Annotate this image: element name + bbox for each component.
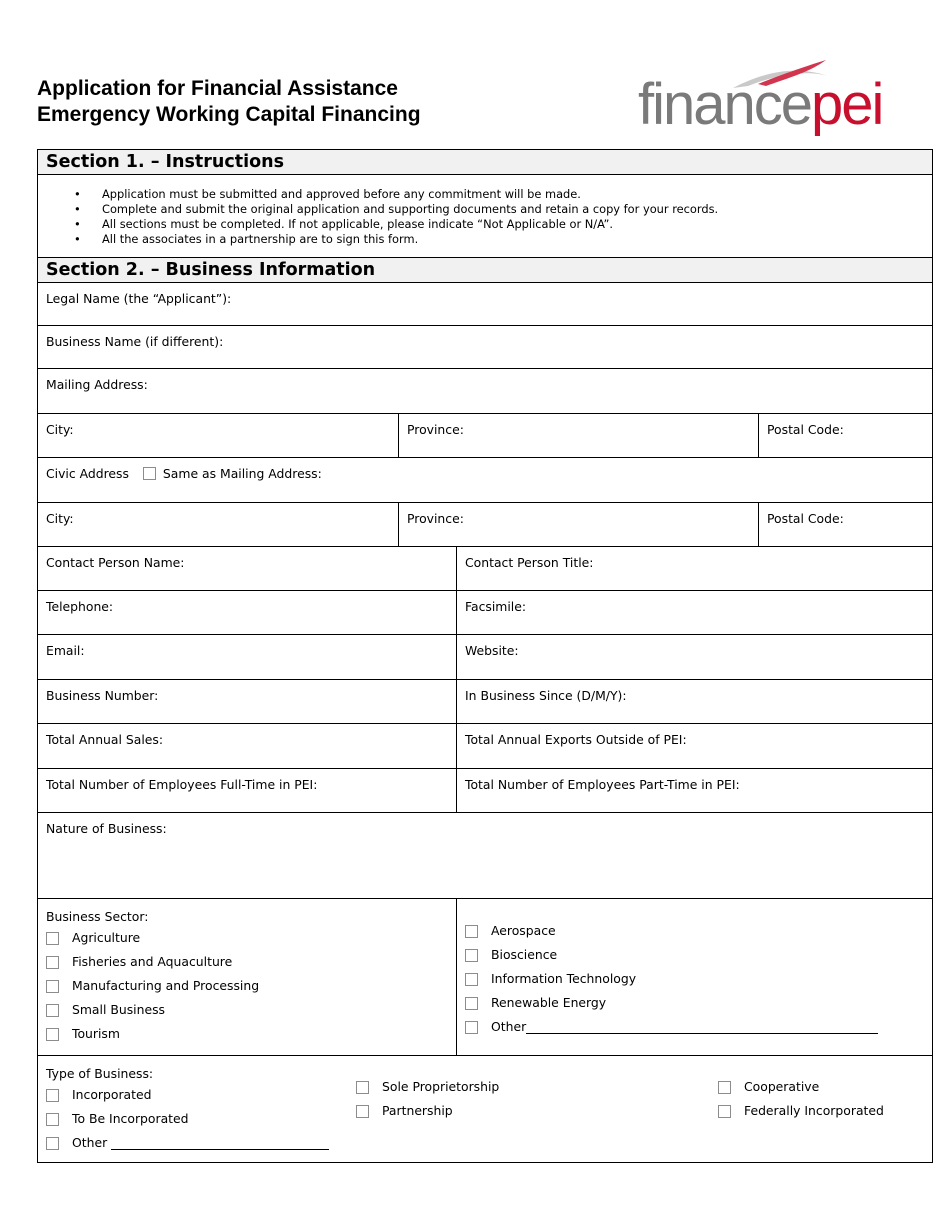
- business-name-field[interactable]: [38, 326, 932, 368]
- checkbox[interactable]: [718, 1105, 731, 1118]
- checkbox[interactable]: [46, 1113, 59, 1126]
- contact-row: [38, 547, 932, 591]
- sector-option[interactable]: [465, 919, 924, 943]
- checkbox[interactable]: [356, 1081, 369, 1094]
- sector-option[interactable]: [465, 967, 924, 991]
- checkbox[interactable]: [465, 973, 478, 986]
- employees-row: [38, 769, 932, 813]
- total-annual-exports-label: Total Annual Exports Outside of PEI:: [465, 732, 687, 747]
- website-label: Website:: [465, 643, 519, 658]
- sector-option[interactable]: [46, 926, 448, 950]
- contact-title-label: Contact Person Title:: [465, 555, 594, 570]
- business-number-row: [38, 680, 932, 724]
- business-sector-label: Business Sector:: [46, 909, 149, 924]
- option-label: Incorporated: [72, 1087, 152, 1102]
- email-field[interactable]: [38, 635, 456, 679]
- instruction-text: All sections must be completed. If not applicable, please indicate “Not Applicable or N/A”.: [102, 217, 614, 231]
- option-label: To Be Incorporated: [72, 1111, 189, 1126]
- checkbox[interactable]: [46, 1004, 59, 1017]
- sector-option[interactable]: [46, 974, 448, 998]
- same-as-mailing-checkbox[interactable]: [143, 467, 156, 480]
- nature-of-business-row: [38, 813, 932, 899]
- checkbox[interactable]: [465, 997, 478, 1010]
- in-business-since-field[interactable]: [456, 680, 932, 723]
- business-name-label: Business Name (if different):: [46, 334, 224, 349]
- email-label: Email:: [46, 643, 85, 658]
- email-row: [38, 635, 932, 680]
- nature-of-business-field[interactable]: [38, 813, 932, 898]
- total-annual-exports-field[interactable]: [456, 724, 932, 768]
- telephone-field[interactable]: [38, 591, 456, 634]
- checkbox[interactable]: [465, 1021, 478, 1034]
- checkbox[interactable]: [465, 949, 478, 962]
- facsimile-label: Facsimile:: [465, 599, 527, 614]
- bullet: •: [74, 232, 81, 246]
- instruction-text: Complete and submit the original application and supporting documents and retain a copy for your records.: [102, 202, 719, 216]
- sector-option[interactable]: [46, 1022, 448, 1046]
- option-label: Cooperative: [744, 1079, 820, 1094]
- option-label: Aerospace: [491, 923, 556, 938]
- option-label: Fisheries and Aquaculture: [72, 954, 233, 969]
- type-option[interactable]: [356, 1075, 702, 1099]
- instructions-list: [38, 175, 932, 258]
- employees-part-time-field[interactable]: [456, 769, 932, 812]
- application-form: [37, 149, 933, 1163]
- instruction-text: All the associates in a partnership are to sign this form.: [102, 232, 419, 246]
- logo-wordmark: [638, 74, 882, 136]
- contact-title-field[interactable]: [456, 547, 932, 590]
- type-option[interactable]: [46, 1083, 340, 1107]
- section-2-heading: Section 2. – Business Information: [38, 258, 932, 283]
- checkbox[interactable]: [356, 1105, 369, 1118]
- total-annual-sales-label: Total Annual Sales:: [46, 732, 164, 747]
- contact-name-label: Contact Person Name:: [46, 555, 185, 570]
- bullet: •: [74, 187, 81, 201]
- province-label: Province:: [407, 511, 464, 526]
- option-label: Small Business: [72, 1002, 165, 1017]
- list-item: [38, 187, 932, 202]
- phone-row: [38, 591, 932, 635]
- business-name-row: [38, 326, 932, 369]
- type-option[interactable]: [718, 1099, 924, 1123]
- province-label: Province:: [407, 422, 464, 437]
- checkbox[interactable]: [46, 1137, 59, 1150]
- civic-city-field[interactable]: [38, 503, 398, 546]
- checkbox[interactable]: [46, 932, 59, 945]
- mailing-address-label: Mailing Address:: [46, 377, 148, 392]
- other-type-line[interactable]: [111, 1137, 329, 1150]
- option-label: Partnership: [382, 1103, 453, 1118]
- option-label: Agriculture: [72, 930, 141, 945]
- type-of-business-col-1: [38, 1056, 348, 1162]
- other-sector-line[interactable]: [526, 1021, 878, 1034]
- employees-full-time-label: Total Number of Employees Full-Time in PEI:: [46, 777, 318, 792]
- list-item: [38, 202, 932, 217]
- sector-option[interactable]: [465, 991, 924, 1015]
- option-label: Sole Proprietorship: [382, 1079, 500, 1094]
- sector-option-other[interactable]: [465, 1015, 924, 1039]
- total-annual-sales-field[interactable]: [38, 724, 456, 768]
- checkbox[interactable]: [46, 1028, 59, 1041]
- legal-name-label: Legal Name (the “Applicant”):: [46, 291, 232, 306]
- civic-address-row: [38, 458, 932, 503]
- title-line-2: Emergency Working Capital Financing: [37, 103, 421, 126]
- civic-postal-code-field[interactable]: [758, 503, 932, 546]
- logo-word-finance: finance: [638, 72, 812, 137]
- type-option[interactable]: [356, 1099, 702, 1123]
- employees-part-time-label: Total Number of Employees Part-Time in PEI:: [465, 777, 740, 792]
- checkbox[interactable]: [46, 1089, 59, 1102]
- business-sector-right: [456, 899, 932, 1055]
- business-number-field[interactable]: [38, 680, 456, 723]
- mailing-province-field[interactable]: [398, 414, 758, 457]
- mailing-city-row: [38, 414, 932, 458]
- in-business-since-label: In Business Since (D/M/Y):: [465, 688, 627, 703]
- option-label: Other: [72, 1135, 108, 1150]
- city-label: City:: [46, 422, 74, 437]
- sector-option[interactable]: [46, 998, 448, 1022]
- mailing-address-row: [38, 369, 932, 414]
- sales-row: [38, 724, 932, 769]
- checkbox[interactable]: [465, 925, 478, 938]
- type-option[interactable]: [718, 1075, 924, 1099]
- civic-address-label: Civic Address: [46, 466, 129, 481]
- sector-option[interactable]: [465, 943, 924, 967]
- option-label: Federally Incorporated: [744, 1103, 884, 1118]
- civic-address-field[interactable]: [38, 458, 932, 502]
- legal-name-field[interactable]: [38, 283, 932, 325]
- type-of-business-col-3: [710, 1056, 932, 1162]
- type-option[interactable]: [46, 1107, 340, 1131]
- type-of-business-row: [38, 1056, 932, 1162]
- civic-province-field[interactable]: [398, 503, 758, 546]
- bullet: •: [74, 202, 81, 216]
- facsimile-field[interactable]: [456, 591, 932, 634]
- document-title: [37, 76, 421, 128]
- civic-city-row: [38, 503, 932, 547]
- checkbox[interactable]: [718, 1081, 731, 1094]
- postal-code-label: Postal Code:: [767, 422, 844, 437]
- contact-name-field[interactable]: [38, 547, 456, 590]
- option-label: Other: [491, 1019, 527, 1034]
- type-of-business-label: Type of Business:: [46, 1066, 154, 1081]
- option-label: Bioscience: [491, 947, 558, 962]
- mailing-city-field[interactable]: [38, 414, 398, 457]
- financepei-logo: [638, 56, 883, 138]
- section-1-heading: Section 1. – Instructions: [38, 150, 932, 175]
- postal-code-label: Postal Code:: [767, 511, 844, 526]
- business-number-label: Business Number:: [46, 688, 159, 703]
- instruction-text: Application must be submitted and approved before any commitment will be made.: [102, 187, 581, 201]
- type-option-other[interactable]: [46, 1131, 340, 1155]
- business-sector-row: [38, 899, 932, 1056]
- business-sector-left: [38, 899, 456, 1055]
- mailing-postal-code-field[interactable]: [758, 414, 932, 457]
- legal-name-row: [38, 283, 932, 326]
- employees-full-time-field[interactable]: [38, 769, 456, 812]
- list-item: [38, 217, 932, 232]
- checkbox[interactable]: [46, 980, 59, 993]
- logo-word-pei: pei: [811, 72, 883, 137]
- option-label: Manufacturing and Processing: [72, 978, 260, 993]
- bullet: •: [74, 217, 81, 231]
- sector-option[interactable]: [46, 950, 448, 974]
- list-item: [38, 232, 932, 247]
- nature-of-business-label: Nature of Business:: [46, 821, 167, 836]
- same-as-mailing-label: Same as Mailing Address:: [162, 466, 322, 481]
- city-label: City:: [46, 511, 74, 526]
- option-label: Information Technology: [491, 971, 637, 986]
- telephone-label: Telephone:: [46, 599, 114, 614]
- title-line-1: Application for Financial Assistance: [37, 77, 398, 100]
- mailing-address-field[interactable]: [38, 369, 932, 413]
- option-label: Renewable Energy: [491, 995, 607, 1010]
- option-label: Tourism: [72, 1026, 120, 1041]
- checkbox[interactable]: [46, 956, 59, 969]
- website-field[interactable]: [456, 635, 932, 679]
- type-of-business-col-2: [348, 1056, 710, 1162]
